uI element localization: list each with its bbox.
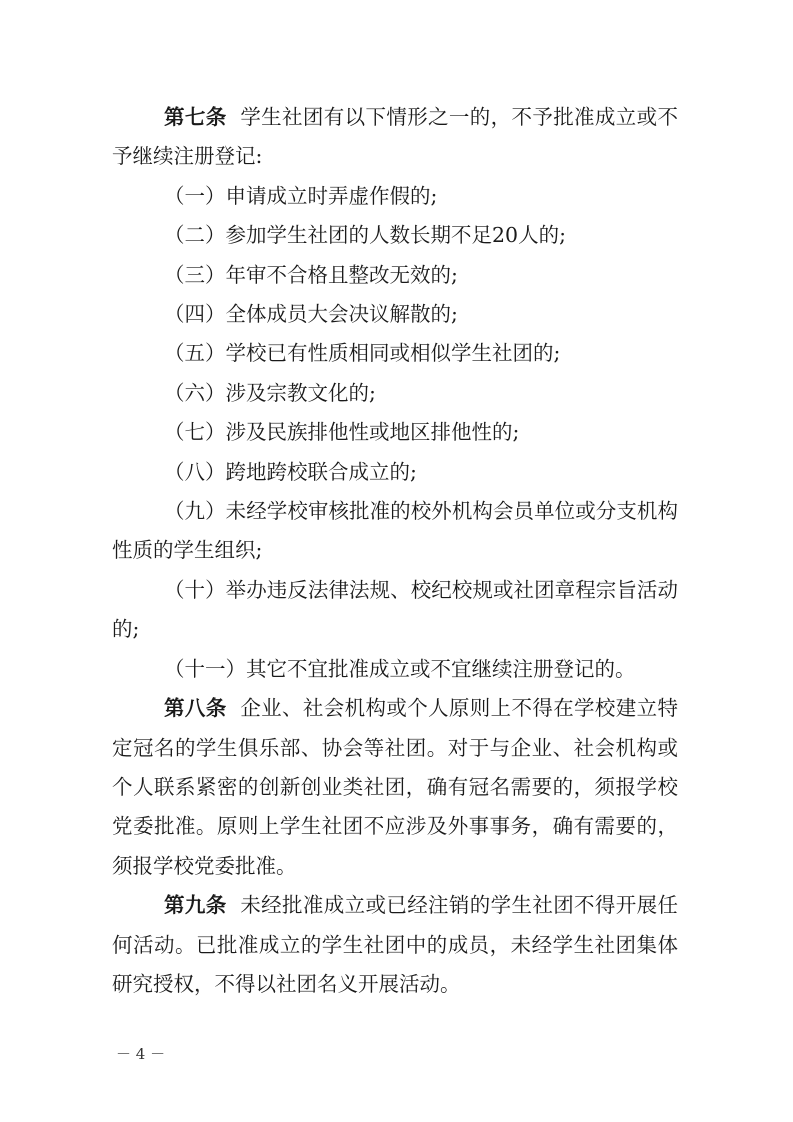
article-7-item: （八）跨地跨校联合成立的; — [164, 459, 417, 484]
article-7-item: （三）年审不合格且整改无效的; — [164, 262, 458, 287]
article-9-text: 未经批准成立或已经注销的学生社团不得开展任何活动。已批准成立的学生社团中的成员，未经学生社团集体研究授权，不得以社团名义开展活动。 — [112, 893, 678, 996]
article-7-item: （七）涉及民族排他性或地区排他性的; — [164, 420, 520, 445]
page-number: － 4 － — [116, 1045, 166, 1063]
article-7 — [112, 98, 678, 177]
article-7-item: （六）涉及宗教文化的; — [164, 380, 376, 405]
article-7-text: 学生社团有以下情形之一的，不予批准成立或不予继续注册登记: — [112, 105, 678, 169]
article-9 — [112, 886, 678, 1004]
article-7-item: （五）学校已有性质相同或相似学生社团的; — [164, 341, 561, 366]
article-8 — [112, 689, 678, 886]
article-9-heading: 第九条 — [164, 893, 227, 918]
article-7-item: （四）全体成员大会决议解散的; — [164, 302, 458, 327]
body-text — [112, 98, 678, 1004]
article-8-text: 企业、社会机构或个人原则上不得在学校建立特定冠名的学生俱乐部、协会等社团。对于与企业、社会机构或个人联系紧密的创新创业类社团，确有冠名需要的，须报学校党委批准。原则上学生社团不应涉及外事事务，确有需要的，须报学校党委批准。 — [112, 696, 678, 878]
article-8-heading: 第八条 — [164, 696, 227, 721]
article-7-heading: 第七条 — [164, 105, 227, 129]
article-7-item: （一）申请成立时弄虚作假的; — [164, 183, 438, 208]
article-7-item: （十）举办违反法律法规、校纪校规或社团章程宗旨活动的; — [112, 577, 678, 642]
article-7-item: （二）参加学生社团的人数长期不足20人的; — [164, 223, 566, 248]
article-7-item: （九）未经学校审核批准的校外机构会员单位或分支机构性质的学生组织; — [112, 499, 678, 563]
article-7-item: （十一）其它不宜批准成立或不宜继续注册登记的。 — [164, 656, 636, 681]
